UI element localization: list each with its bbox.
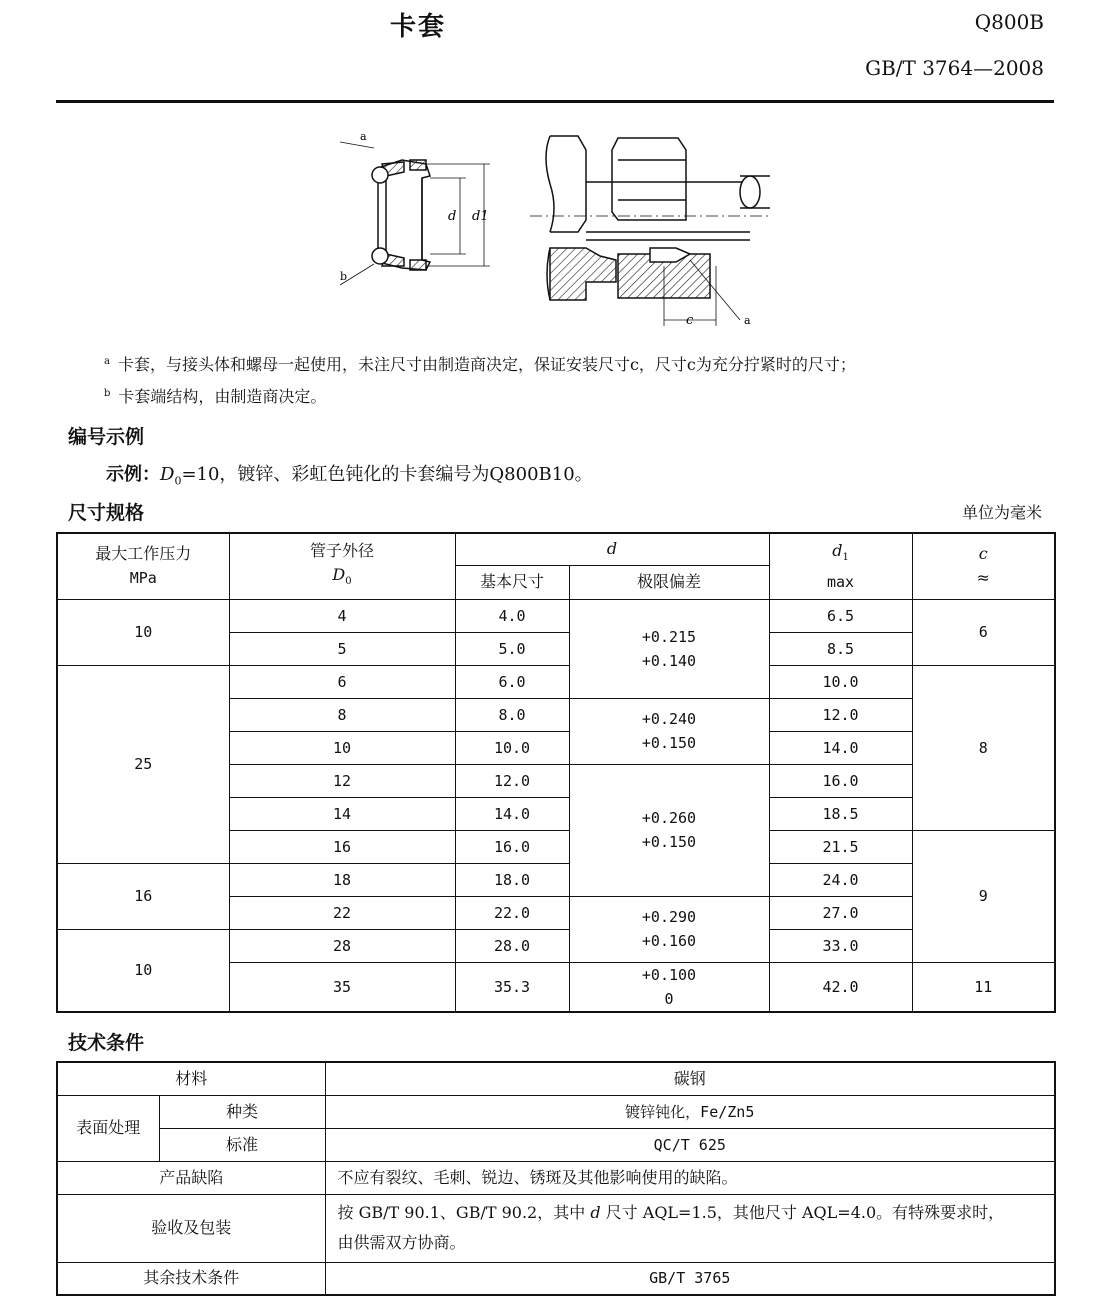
kind-label: 种类 [159, 1095, 325, 1128]
standard-number: GB/T 3764—2008 [865, 56, 1044, 80]
product-code: Q800B [974, 10, 1044, 34]
label-d1: d1 [472, 209, 489, 224]
d1-max-cell: 10.0 [769, 665, 912, 698]
d-basic-cell: 18.0 [455, 863, 569, 896]
footnote-b-marker: b [104, 387, 111, 399]
tube-od-cell: 18 [229, 863, 455, 896]
d-basic-cell: 16.0 [455, 830, 569, 863]
d-basic-cell: 8.0 [455, 698, 569, 731]
kind-value: 镀锌钝化，Fe/Zn5 [325, 1095, 1055, 1128]
tube-od-cell: 6 [229, 665, 455, 698]
surface-label: 表面处理 [57, 1095, 159, 1161]
standard-value: QC/T 625 [325, 1128, 1055, 1161]
d1-max-cell: 14.0 [769, 731, 912, 764]
technical-table [56, 1061, 1056, 1296]
tolerance-cell: +0.240 +0.150 [569, 698, 769, 764]
d1-max-cell: 42.0 [769, 962, 912, 1012]
footnote-a [104, 352, 856, 375]
example-prefix: 示例： [106, 464, 160, 485]
example-rest: =10，镀锌、彩虹色钝化的卡套编号为Q800B10。 [181, 464, 593, 485]
dimensions-heading: 尺寸规格 [68, 502, 145, 524]
acceptance-label: 验收及包装 [57, 1194, 325, 1262]
material-label: 材料 [57, 1062, 325, 1095]
dimensions-table [56, 532, 1056, 1013]
material-value: 碳钢 [325, 1062, 1055, 1095]
tube-od-cell: 12 [229, 764, 455, 797]
d-basic-cell: 35.3 [455, 962, 569, 1012]
pressure-cell: 10 [57, 929, 229, 1012]
page-title: 卡套 [390, 12, 447, 42]
tube-od-cell: 5 [229, 632, 455, 665]
c-cell: 9 [912, 830, 1055, 962]
tolerance-cell: +0.100 0 [569, 962, 769, 1012]
other-value: GB/T 3765 [325, 1262, 1055, 1295]
header-d-basic: 基本尺寸 [455, 565, 569, 599]
defects-value: 不应有裂纹、毛刺、锐边、锈斑及其他影响使用的缺陷。 [325, 1161, 1055, 1194]
example-sub: 0 [174, 474, 182, 488]
d-basic-cell: 4.0 [455, 599, 569, 632]
d1-max-cell: 8.5 [769, 632, 912, 665]
header-pressure: 最大工作压力 MPa [57, 533, 229, 599]
footnote-b [104, 384, 326, 407]
pressure-cell: 25 [57, 665, 229, 863]
d1-max-cell: 21.5 [769, 830, 912, 863]
c-cell: 6 [912, 599, 1055, 665]
label-b: b [340, 270, 348, 283]
footnote-a-marker: a [104, 355, 110, 367]
tube-od-cell: 28 [229, 929, 455, 962]
numbering-example [106, 460, 593, 488]
pressure-cell: 10 [57, 599, 229, 665]
d-basic-cell: 5.0 [455, 632, 569, 665]
label-d: d [448, 209, 457, 224]
d1-max-cell: 33.0 [769, 929, 912, 962]
d1-max-cell: 18.5 [769, 797, 912, 830]
tube-od-cell: 10 [229, 731, 455, 764]
tube-od-cell: 35 [229, 962, 455, 1012]
tube-od-cell: 22 [229, 896, 455, 929]
header-d: d [455, 533, 769, 565]
d-basic-cell: 12.0 [455, 764, 569, 797]
d1-max-cell: 27.0 [769, 896, 912, 929]
ferrule-section-view [340, 142, 490, 285]
standard-label: 标准 [159, 1128, 325, 1161]
acceptance-value: 按 GB/T 90.1、GB/T 90.2，其中 d 尺寸 AQL=1.5，其他尺寸 AQL=4.0。有特殊要求时， 由供需双方协商。 [325, 1194, 1055, 1262]
tolerance-cell: +0.260 +0.150 [569, 764, 769, 896]
header-d-tolerance: 极限偏差 [569, 565, 769, 599]
header-d1: $d_1$ max [769, 533, 912, 599]
tube-od-cell: 14 [229, 797, 455, 830]
ferrule-drawing [330, 120, 790, 340]
d-basic-cell: 10.0 [455, 731, 569, 764]
c-cell: 8 [912, 665, 1055, 830]
footnote-a-text: 卡套，与接头体和螺母一起使用，未注尺寸由制造商决定，保证安装尺寸c，尺寸c为充分拧紧时的尺寸； [117, 355, 856, 374]
d1-max-cell: 12.0 [769, 698, 912, 731]
defects-label: 产品缺陷 [57, 1161, 325, 1194]
d-basic-cell: 22.0 [455, 896, 569, 929]
header-c: c ≈ [912, 533, 1055, 599]
tube-od-cell: 16 [229, 830, 455, 863]
footnote-b-text: 卡套端结构，由制造商决定。 [118, 387, 327, 406]
d-basic-cell: 14.0 [455, 797, 569, 830]
label-c: c [686, 313, 694, 328]
assembly-view [530, 136, 770, 326]
label-a-right: a [744, 314, 751, 327]
tolerance-cell: +0.215 +0.140 [569, 599, 769, 698]
other-label: 其余技术条件 [57, 1262, 325, 1295]
label-a-left: a [360, 130, 367, 143]
technical-heading: 技术条件 [68, 1032, 145, 1054]
d1-max-cell: 16.0 [769, 764, 912, 797]
header-rule [56, 100, 1054, 103]
d1-max-cell: 6.5 [769, 599, 912, 632]
d-basic-cell: 28.0 [455, 929, 569, 962]
d1-max-cell: 24.0 [769, 863, 912, 896]
numbering-heading: 编号示例 [68, 426, 145, 448]
example-var: D [160, 464, 175, 485]
unit-note: 单位为毫米 [961, 503, 1042, 522]
pressure-cell: 16 [57, 863, 229, 929]
tolerance-cell: +0.290 +0.160 [569, 896, 769, 962]
header-tube-od: 管子外径 $D_0$ [229, 533, 455, 599]
tube-od-cell: 8 [229, 698, 455, 731]
c-cell: 11 [912, 962, 1055, 1012]
tube-od-cell: 4 [229, 599, 455, 632]
d-basic-cell: 6.0 [455, 665, 569, 698]
